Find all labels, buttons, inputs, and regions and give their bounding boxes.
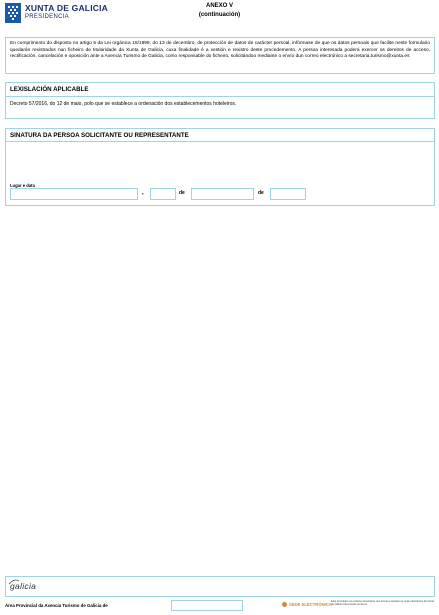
- signature-divider: [6, 141, 434, 142]
- office-input[interactable]: [171, 600, 243, 611]
- signature-heading: SINATURA DA PERSOA SOLICITANTE OU REPRESENTANTE: [10, 132, 189, 139]
- comma-separator: ,: [142, 190, 144, 196]
- annex-subtitle-text: (continuación): [198, 11, 241, 18]
- month-input[interactable]: [191, 188, 254, 200]
- de-label-2: de: [258, 190, 264, 196]
- logo-text: XUNTA DE GALICIA: [25, 3, 109, 13]
- footer-logo-box: [5, 576, 435, 597]
- place-date-label: Lugar e data: [10, 183, 35, 188]
- de-label-1: de: [179, 190, 185, 196]
- galicia-logo: galicia: [10, 581, 37, 591]
- legislation-box: [5, 82, 435, 119]
- sede-note: Este formulario só poderá presentarse nas formas previstas na sede electrónica da Xunta de Galicia https://sede.xunta.es: [331, 600, 435, 607]
- legislation-divider: [6, 96, 434, 97]
- logo-subtitle: PRESIDENCIA: [25, 14, 69, 20]
- sede-icon: [282, 602, 287, 607]
- annex-title: [0, 2, 439, 19]
- office-label: Área Provincial da Axencia Turismo de Galicia de: [5, 603, 108, 608]
- legislation-heading: LEXISLACIÓN APLICABLE: [10, 86, 89, 93]
- privacy-notice-text: En cumprimento do disposto no artigo 5 da Lei orgánica 15/1999, do 13 de decembro, de protección de datos de carácter persoal, infórmase de que os datos persoais que facilite neste formulario quedarán rexistrados nun ficheiro de titularidade da Xunta de Galicia, cuxa finalidade é a xestión e rexistro deste procedemento. A persoa interesada poderá exercer os dereitos de acceso, rectificación, cancelación e oposición ante a Axencia Turismo de Galicia, como responsable do ficheiro, solicitándoo mediante o envío dun correo electrónico a secretaria.turismo@xunta.es: [10, 41, 430, 60]
- sede-electronica-label: SEDE ELECTRÓNICA: [289, 602, 332, 607]
- day-input[interactable]: [150, 188, 176, 200]
- privacy-notice-box: [5, 37, 435, 74]
- annex-title-text: ANEXO V: [205, 3, 233, 9]
- legislation-text: Decreto 57/2016, do 12 de maio, polo que se establece a ordenación dos establecementos hoteleiros.: [10, 101, 237, 107]
- signature-box: [5, 128, 435, 206]
- place-input[interactable]: [10, 188, 138, 200]
- year-input[interactable]: [270, 188, 306, 200]
